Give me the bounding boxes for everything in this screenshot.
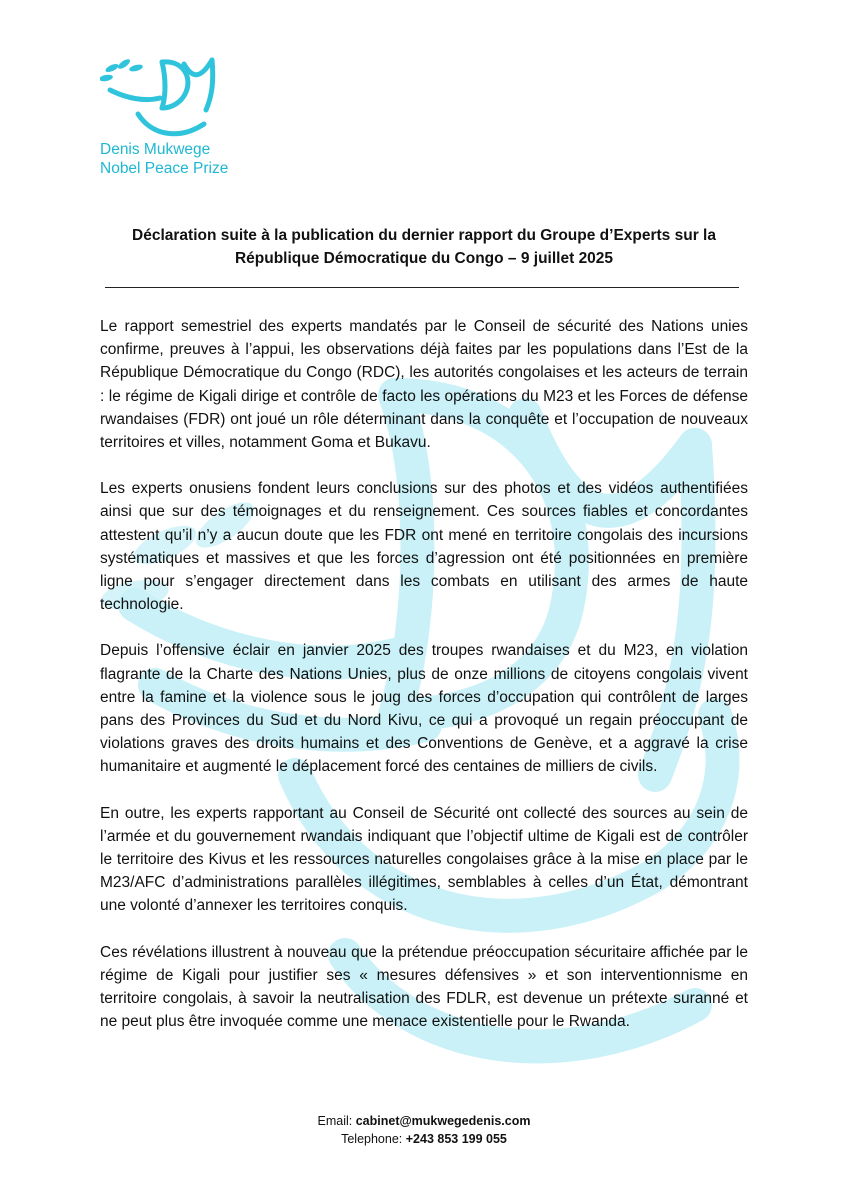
document-body — [100, 315, 748, 1056]
paragraph: Les experts onusiens fondent leurs conclusions sur des photos et des vidéos authentifiées ainsi que sur des témoignages et du renseignement. Ces sources fiables et concordantes attestent qu’il n’y a aucun doute que les FDR ont mené en territoire congolais des incursions systématiques et massives et que les forces d’agression ont été positionnées en première ligne pour s’engager directement dans les combats en utilisant des armes de haute technologie. — [100, 480, 748, 614]
organization-block — [100, 140, 228, 178]
email-line — [0, 1112, 848, 1130]
phone-number[interactable]: +243 853 199 055 — [405, 1132, 507, 1146]
email-label: Email: — [317, 1114, 356, 1128]
email-link[interactable]: cabinet@mukwegedenis.com — [355, 1114, 531, 1128]
phone-label: Telephone: — [341, 1132, 406, 1146]
organization-tagline: Nobel Peace Prize — [100, 160, 229, 177]
paragraph: En outre, les experts rapportant au Conseil de Sécurité ont collecté des sources au sein de l’armée et du gouvernement rwandais indiquant que l’objectif ultime de Kigali est de contrôler le territoire des Kivus et les ressources naturelles congolaises grâce à la mise en place par le M23/AFC d’administrations parallèles illégitimes, semblables à celles d’un État, démontrant une volonté d’annexer les territoires conquis. — [100, 804, 748, 915]
contact-footer — [0, 1112, 848, 1148]
organization-name: Denis Mukwege — [100, 141, 211, 158]
dove-logo-icon — [100, 48, 250, 148]
paragraph: Le rapport semestriel des experts mandatés par le Conseil de sécurité des Nations unies confirme, preuves à l’appui, les observations déjà faites par les populations dans l’Est de la République Démocratique du Congo (RDC), les autorités congolaises et les acteurs de terrain : le régime de Kigali dirige et contrôle de facto les opérations du M23 et les Forces de défense rwandaises (FDR) ont joué un rôle déterminant dans la conquête et l’occupation de nouveaux territoires et villes, notamment Goma et Bukavu. — [100, 318, 748, 452]
document-title — [100, 224, 748, 270]
paragraph: Ces révélations illustrent à nouveau que la prétendue préoccupation sécuritaire affichée par le régime de Kigali pour justifier ses « mesures défensives » et son interventionnisme en territoire congolais, à savoir la neutralisation des FDLR, est devenue un prétexte suranné et ne peut plus être invoquée comme une menace existentielle pour le Rwanda. — [100, 943, 748, 1031]
title-divider — [105, 287, 739, 288]
phone-line — [0, 1130, 848, 1148]
title-line-1: Déclaration suite à la publication du dernier rapport du Groupe d’Experts sur la — [132, 227, 716, 244]
paragraph: Depuis l’offensive éclair en janvier 2025 des troupes rwandaises et du M23, en violation flagrante de la Charte des Nations Unies, plus de onze millions de citoyens congolais vivent entre la famine et la violence sous le joug des forces d’occupation qui contrôlent de larges pans des Provinces du Sud et du Nord Kivu, ce qui a provoqué un regain préoccupant de violations graves des droits humains et des Conventions de Genève, et a aggravé la crise humanitaire et augmenté le déplacement forcé des centaines de milliers de civils. — [100, 642, 748, 776]
title-line-2: République Démocratique du Congo – 9 juillet 2025 — [234, 250, 614, 267]
